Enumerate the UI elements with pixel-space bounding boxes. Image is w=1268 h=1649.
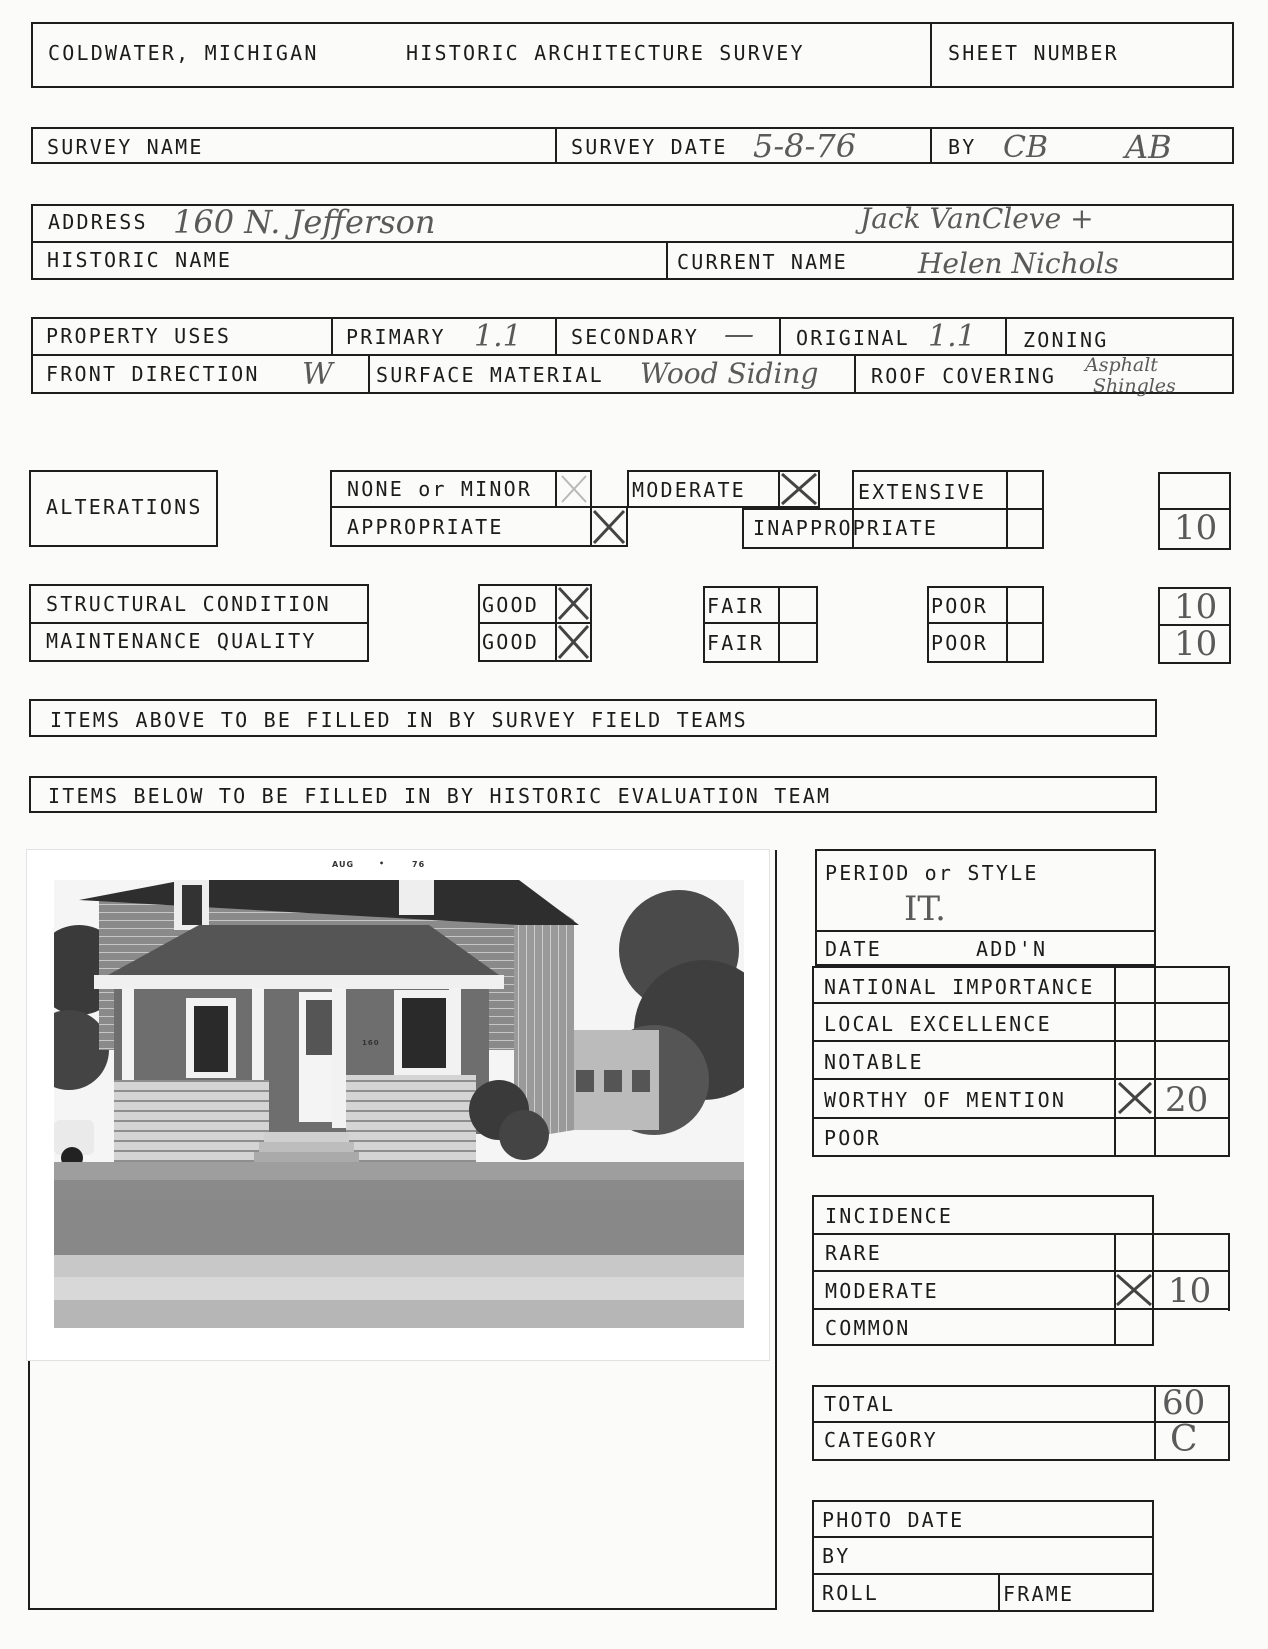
divider (31, 241, 1234, 243)
maintenance-score: 10 (1174, 624, 1218, 664)
good-label: GOOD (482, 630, 539, 654)
divider (1155, 776, 1157, 813)
notable-label: NOTABLE (824, 1050, 924, 1074)
incidence-label: INCIDENCE (825, 1204, 954, 1228)
divider (927, 622, 1044, 624)
survey-date-label: SURVEY DATE (571, 135, 728, 159)
divider (29, 622, 369, 624)
current-name-label: CURRENT NAME (677, 250, 848, 274)
divider (930, 22, 932, 88)
roof-covering-label: ROOF COVERING (871, 364, 1057, 388)
divider (779, 317, 781, 354)
current-name-line2: Helen Nichols (918, 247, 1119, 280)
x-mark (557, 586, 590, 621)
divider (852, 508, 1044, 510)
poor-importance-label: POOR (824, 1126, 881, 1150)
fair-label: FAIR (707, 594, 764, 618)
good-label: GOOD (482, 593, 539, 617)
divider (812, 1536, 1154, 1538)
current-name-line1: Jack VanCleve + (860, 202, 1094, 235)
divider (331, 317, 333, 354)
divider (1114, 966, 1116, 1157)
divider (31, 354, 1234, 356)
divider (555, 127, 557, 164)
roll-label: ROLL (822, 1581, 879, 1605)
divider (998, 1573, 1000, 1612)
property-uses-label: PROPERTY USES (46, 324, 232, 348)
maintenance-quality-label: MAINTENANCE QUALITY (46, 629, 317, 653)
sheet-number-label: SHEET NUMBER (948, 41, 1119, 65)
x-mark (592, 509, 626, 545)
structural-condition-label: STRUCTURAL CONDITION (46, 592, 331, 616)
by-value: CB (1003, 130, 1048, 165)
divider (1228, 1233, 1230, 1311)
moderate-incidence-label: MODERATE (825, 1279, 939, 1303)
period-label: PERIOD or STYLE (825, 861, 1039, 885)
city-label: COLDWATER, MICHIGAN (48, 41, 319, 65)
moderate-label: MODERATE (632, 478, 746, 502)
poor-label: POOR (931, 594, 988, 618)
national-importance-label: NATIONAL IMPORTANCE (824, 975, 1095, 999)
inappropriate-label: INAPPROPRIATE (753, 516, 939, 540)
x-mark (1114, 1272, 1154, 1308)
secondary-label: SECONDARY (571, 325, 700, 349)
divider (815, 930, 1156, 932)
total-label: TOTAL (824, 1392, 896, 1416)
category-value: C (1170, 1419, 1198, 1460)
none-or-minor-label: NONE or MINOR (347, 477, 533, 501)
divider (1154, 966, 1156, 1157)
by-label: BY (948, 135, 977, 159)
fair-label: FAIR (707, 631, 764, 655)
original-value: 1.1 (928, 319, 976, 354)
roof-covering-line1: Asphalt (1085, 354, 1158, 376)
structural-score: 10 (1174, 587, 1218, 627)
house-image (54, 880, 744, 1328)
x-mark (557, 624, 590, 660)
photo-stamp-dot: • (379, 859, 386, 868)
date-label: DATE (825, 937, 882, 961)
divider (1154, 1385, 1156, 1461)
front-direction-label: FRONT DIRECTION (46, 362, 260, 386)
photo-stamp-year: 76 (412, 860, 426, 869)
divider (812, 1233, 1230, 1235)
divider (812, 1040, 1230, 1042)
photo-by-label: BY (822, 1544, 851, 1568)
incidence-score: 10 (1168, 1271, 1212, 1311)
extensive-label: EXTENSIVE (858, 480, 987, 504)
front-direction-value: W (302, 357, 333, 392)
by-value-2: AB (1125, 128, 1172, 166)
primary-label: PRIMARY (346, 325, 446, 349)
worthy-of-mention-label: WORTHY OF MENTION (824, 1088, 1067, 1112)
divider (1005, 317, 1007, 354)
divider (930, 127, 932, 164)
divider (666, 241, 668, 280)
photo-stamp-month: AUG (332, 860, 355, 869)
photo-date-label: PHOTO DATE (822, 1508, 965, 1532)
rare-label: RARE (825, 1241, 882, 1265)
survey-name-label: SURVEY NAME (47, 135, 204, 159)
alterations-label: ALTERATIONS (46, 495, 203, 519)
divider (1155, 699, 1157, 737)
alterations-score: 10 (1174, 508, 1218, 548)
surface-material-value: Wood Siding (640, 357, 819, 390)
address-label: ADDRESS (48, 210, 148, 234)
photo-area-right-border (775, 850, 777, 1610)
zoning-label: ZONING (1023, 328, 1109, 352)
divider (812, 1002, 1230, 1004)
worthy-score: 20 (1165, 1080, 1209, 1120)
divider (812, 1573, 1154, 1575)
house-photograph (27, 850, 769, 1360)
house-number: 160 (362, 1039, 380, 1047)
period-value: IT. (904, 889, 946, 929)
local-excellence-label: LOCAL EXCELLENCE (824, 1012, 1052, 1036)
poor-label: POOR (931, 631, 988, 655)
category-label: CATEGORY (824, 1428, 938, 1452)
survey-title: HISTORIC ARCHITECTURE SURVEY (406, 41, 805, 65)
x-mark (1116, 1080, 1154, 1116)
roof-covering-line2: Shingles (1093, 375, 1176, 397)
divider (703, 622, 818, 624)
note-above: ITEMS ABOVE TO BE FILLED IN BY SURVEY FIELD TEAMS (50, 708, 748, 732)
frame-label: FRAME (1003, 1582, 1075, 1606)
divider (1006, 586, 1008, 663)
total-value: 60 (1162, 1383, 1206, 1423)
common-label: COMMON (825, 1316, 911, 1340)
original-label: ORIGINAL (796, 326, 910, 350)
historic-name-label: HISTORIC NAME (47, 248, 233, 272)
primary-value: 1.1 (474, 319, 522, 354)
note-below: ITEMS BELOW TO BE FILLED IN BY HISTORIC EVALUATION TEAM (48, 784, 832, 808)
divider (854, 354, 856, 394)
surface-material-label: SURFACE MATERIAL (376, 363, 604, 387)
divider (778, 586, 780, 663)
divider (555, 317, 557, 354)
addn-label: ADD'N (976, 937, 1048, 961)
address-value: 160 N. Jefferson (173, 203, 436, 241)
photo-area-bottom-border (28, 1608, 777, 1610)
divider (555, 470, 557, 508)
x-mark (780, 472, 818, 506)
secondary-value: — (724, 317, 754, 352)
divider (368, 354, 370, 394)
appropriate-label: APPROPRIATE (347, 515, 504, 539)
survey-date-value: 5-8-76 (753, 127, 857, 165)
faint-x-mark (560, 474, 588, 504)
